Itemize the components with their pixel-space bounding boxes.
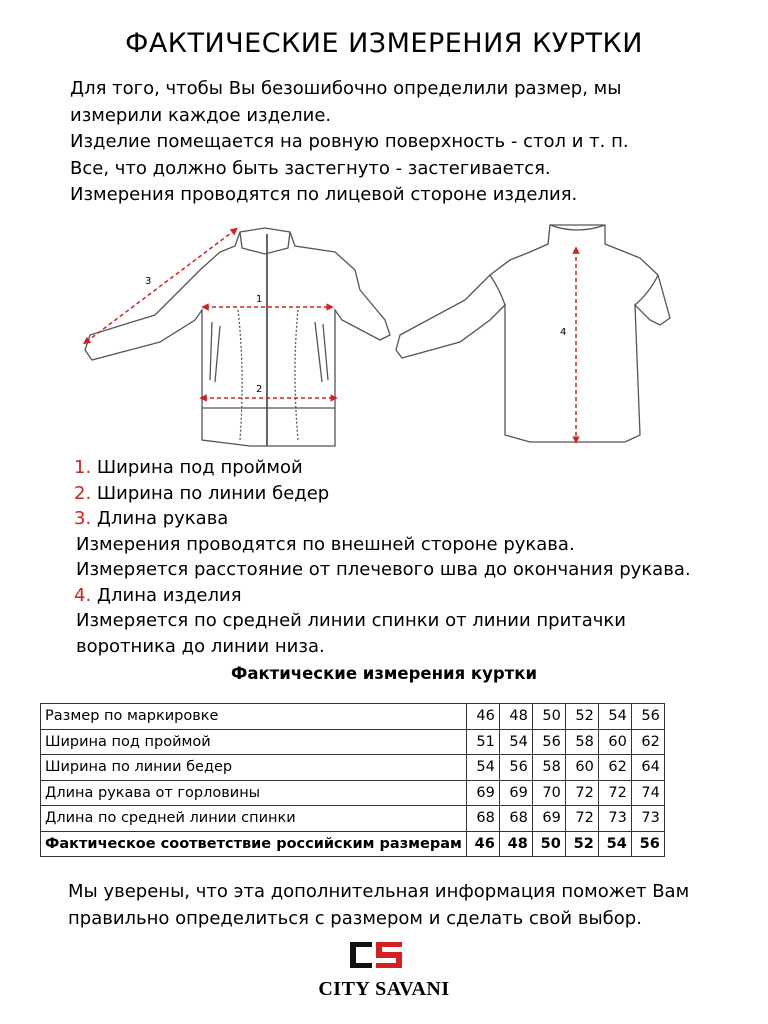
table-cell: 73 — [631, 806, 664, 832]
brand-name: CITY SAVANI — [318, 978, 450, 1000]
table-row — [41, 729, 665, 755]
table-row — [41, 755, 665, 781]
brand-logo-icon — [346, 940, 406, 970]
table-cell: 60 — [598, 729, 631, 755]
table-cell: 54 — [598, 704, 631, 730]
legend-note: Измеряется расстояние от плечевого шва до окончания рукава. — [76, 559, 691, 580]
closing-line: Мы уверены, что эта дополнительная информация поможет Вам — [68, 881, 690, 902]
row-label: Размер по маркировке — [41, 704, 467, 730]
table-cell: 56 — [532, 729, 565, 755]
measure-3-label: 3 — [145, 276, 152, 287]
table-cell: 56 — [631, 704, 664, 730]
intro-line: Измерения проводятся по лицевой стороне изделия. — [70, 184, 578, 205]
legend-number: 1. — [74, 457, 92, 478]
legend-text: Ширина по линии бедер — [96, 482, 330, 504]
table-cell: 48 — [499, 831, 532, 857]
table-row — [41, 704, 665, 730]
table-cell: 69 — [532, 806, 565, 832]
jacket-front-icon — [85, 228, 390, 446]
table-row — [41, 806, 665, 832]
measure-4-label: 4 — [560, 327, 567, 338]
row-label: Фактическое соответствие российским размерам — [41, 831, 467, 857]
table-cell: 62 — [631, 729, 664, 755]
table-cell: 54 — [499, 729, 532, 755]
table-row — [41, 831, 665, 857]
legend-number: 3. — [74, 508, 92, 529]
legend-note: Измерения проводятся по внешней стороне рукава. — [76, 533, 575, 555]
closing-text — [68, 878, 748, 932]
table-cell: 54 — [466, 755, 499, 781]
legend-item-1 — [74, 455, 754, 481]
jacket-diagram — [60, 210, 720, 460]
measure-2-label: 2 — [256, 384, 263, 395]
table-cell: 46 — [466, 831, 499, 857]
table-cell: 50 — [532, 704, 565, 730]
table-row — [41, 780, 665, 806]
size-table — [40, 703, 665, 857]
row-label: Длина по средней линии спинки — [41, 806, 467, 832]
measure-1-label: 1 — [256, 294, 263, 305]
table-cell: 48 — [499, 704, 532, 730]
table-cell: 52 — [565, 831, 598, 857]
legend-item-3 — [74, 506, 754, 532]
intro-line: Изделие помещается на ровную поверхность - стол и т. п. — [70, 131, 629, 152]
table-cell: 56 — [499, 755, 532, 781]
table-cell: 74 — [631, 780, 664, 806]
table-cell: 60 — [565, 755, 598, 781]
jacket-back-icon — [396, 225, 670, 442]
table-cell: 46 — [466, 704, 499, 730]
table-cell: 69 — [466, 780, 499, 806]
table-cell: 58 — [565, 729, 598, 755]
table-cell: 72 — [565, 806, 598, 832]
row-label: Ширина по линии бедер — [41, 755, 467, 781]
table-cell: 56 — [631, 831, 664, 857]
table-cell: 72 — [598, 780, 631, 806]
legend-note: Измеряется по средней линии спинки от линии притачки — [76, 610, 626, 631]
legend-text: Длина рукава — [96, 508, 229, 529]
table-cell: 54 — [598, 831, 631, 857]
table-title: Фактические измерения куртки — [230, 664, 538, 683]
table-cell: 72 — [565, 780, 598, 806]
row-label: Длина рукава от горловины — [41, 780, 467, 806]
row-label: Ширина под проймой — [41, 729, 467, 755]
table-cell: 58 — [532, 755, 565, 781]
table-cell: 51 — [466, 729, 499, 755]
table-cell: 50 — [532, 831, 565, 857]
legend-item-2 — [74, 481, 754, 507]
legend-item-4 — [74, 583, 754, 609]
measurement-legend — [74, 455, 754, 659]
measure-3-line — [86, 230, 235, 342]
table-cell: 73 — [598, 806, 631, 832]
table-cell: 70 — [532, 780, 565, 806]
legend-text: Ширина под проймой — [96, 457, 303, 478]
closing-line: правильно определиться с размером и сделать свой выбор. — [68, 908, 642, 929]
table-cell: 62 — [598, 755, 631, 781]
table-cell: 52 — [565, 704, 598, 730]
intro-text — [70, 76, 730, 209]
legend-text: Длина изделия — [96, 584, 242, 606]
table-cell: 68 — [499, 806, 532, 832]
table-cell: 69 — [499, 780, 532, 806]
intro-line: измерили каждое изделие. — [70, 104, 332, 126]
legend-number: 2. — [74, 482, 92, 504]
table-cell: 68 — [466, 806, 499, 832]
page-title: ФАКТИЧЕСКИЕ ИЗМЕРЕНИЯ КУРТКИ — [125, 28, 643, 59]
intro-line: Все, что должно быть застегнуто - застегивается. — [70, 157, 551, 179]
legend-number: 4. — [74, 584, 92, 606]
intro-line: Для того, чтобы Вы безошибочно определили размер, мы — [70, 78, 622, 99]
table-cell: 64 — [631, 755, 664, 781]
legend-note: воротника до линии низа. — [76, 635, 325, 657]
